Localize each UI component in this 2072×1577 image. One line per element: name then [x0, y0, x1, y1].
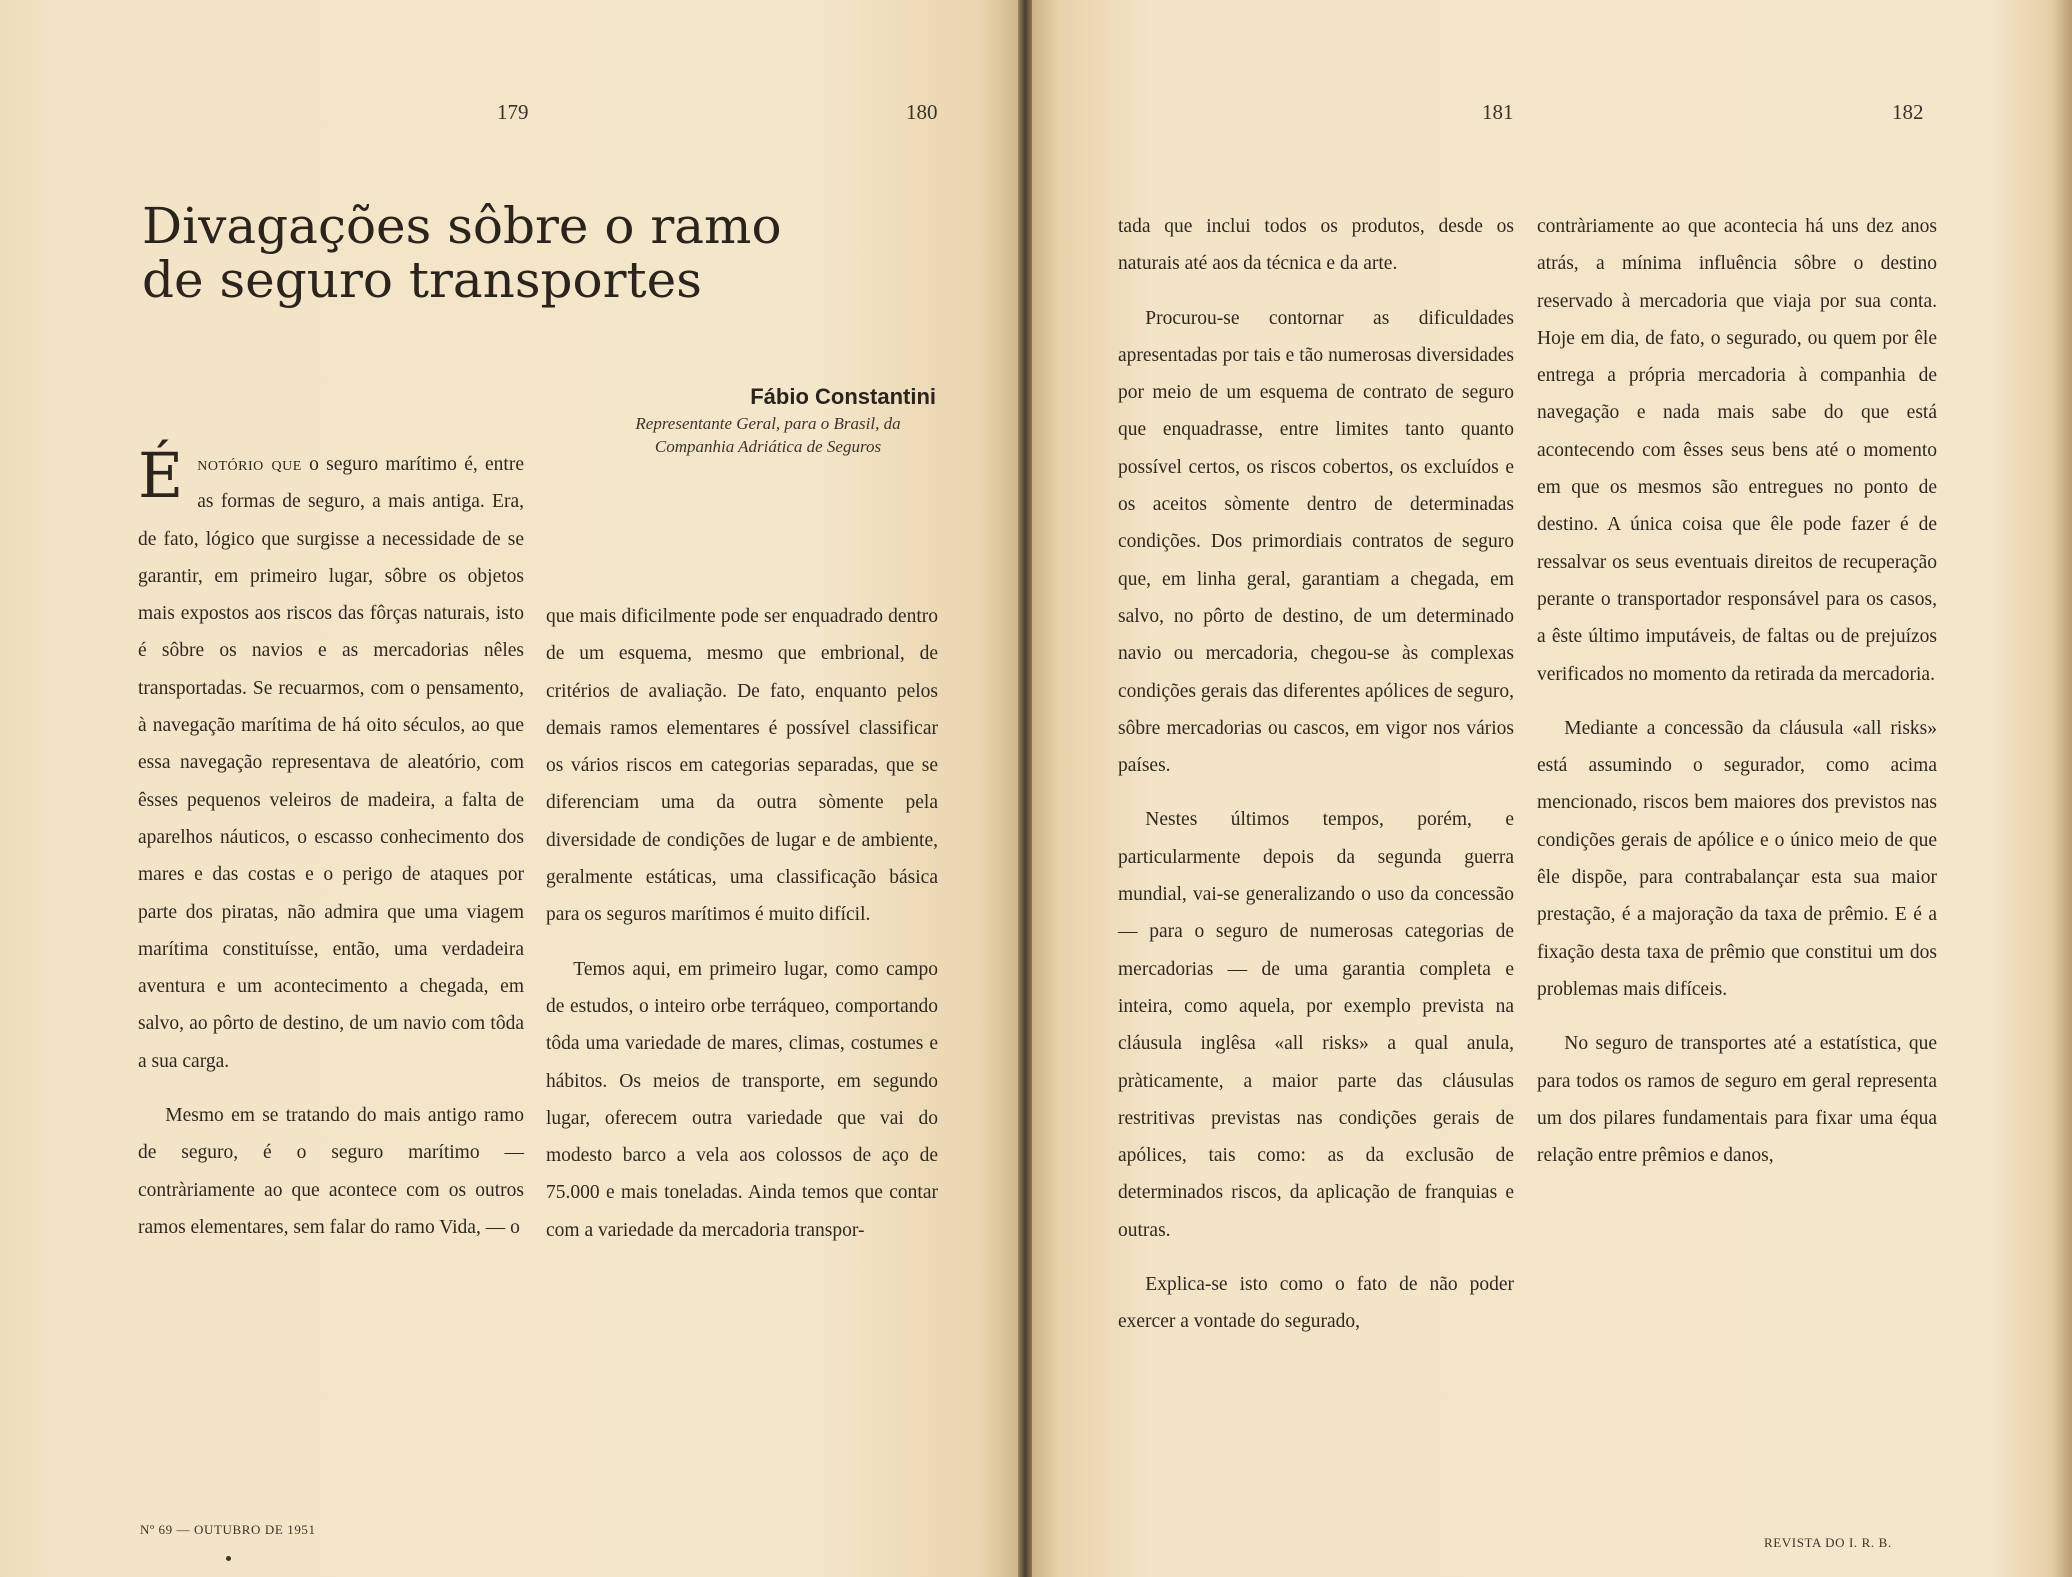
- text-column-1: [138, 439, 524, 1263]
- paragraph: Mesmo em se tratando do mais antigo ramo de seguro, é o seguro marítimo — contràriamente ao que acontece com os outros ramos elementares, sem falar do ramo Vida, — o: [138, 1105, 524, 1238]
- paragraph: Mediante a concessão da cláusula «all risks» está assumindo o segurador, como acima mencionado, riscos bem maiores dos previstos nas condições gerais de apólice e o único meio de que êle dispõe, para contrabalançar esta sua maior prestação, é a majoração da taxa de prêmio. E é a fixação desta taxa de prêmio que constitui um dos problemas mais difíceis.: [1537, 717, 1937, 1000]
- byline: [560, 382, 936, 458]
- page-number-179: 179: [497, 100, 529, 124]
- paragraph: [138, 439, 524, 1080]
- text-column-3: [1118, 208, 1514, 1358]
- paragraph: No seguro de transportes até a estatística, que para todos os ramos de seguro em geral representa um dos pilares fundamentais para fixar uma équa relação entre prêmios e danos,: [1537, 1033, 1937, 1167]
- text-column-2: [546, 598, 938, 1266]
- paragraph: Nestes últimos tempos, porém, e particularmente depois da segunda guerra mundial, vai-se generalizando o uso da concessão — para o seguro de numerosas categorias de mercadorias — de uma garantia completa e inteira, como aquela, por exemplo prevista na cláusula inglêsa «all risks» a qual anula, pràticamente, a maior parte das cláusulas restritivas previstas nas condições gerais de apólices, tais como: as da exclusão de determinados riscos, da aplicação de franquias e outras.: [1118, 809, 1514, 1241]
- footer-issue: Nº 69 — OUTUBRO DE 1951: [140, 1522, 316, 1537]
- paragraph: Explica-se isto como o fato de não poder exercer a vontade do segurado,: [1118, 1274, 1514, 1333]
- paragraph: Temos aqui, em primeiro lugar, como campo de estudos, o inteiro orbe terráqueo, comportando tôda uma variedade de mares, climas, costumes e hábitos. Os meios de transporte, em segundo lugar, oferecem outra variedade que vai do modesto barco a vela aos colossos de aço de 75.000 e mais toneladas. Ainda temos que contar com a variedade da mercadoria transpor-: [546, 958, 938, 1241]
- book-gutter: [1018, 0, 1032, 1577]
- page-number-181: 181: [1482, 100, 1514, 124]
- article-title: Divagações sôbre o ramo de seguro transportes: [142, 197, 782, 309]
- lead-small-caps: notório que: [197, 454, 302, 475]
- page-number-180: 180: [906, 100, 938, 124]
- author-role: Representante Geral, para o Brasil, da Companhia Adriática de Seguros: [635, 414, 901, 456]
- footer-journal: REVISTA DO I. R. B.: [1764, 1535, 1892, 1550]
- author-name: Fábio Constantini: [750, 384, 936, 409]
- paragraph: que mais dificilmente pode ser enquadrado dentro de um esquema, mesmo que embrional, de critérios de avaliação. De fato, enquanto pelos demais ramos elementares é possível classificar os vários riscos em categorias separadas, que se diferenciam uma da outra sòmente pela diversidade de condições de lugar e de ambiente, geralmente estáticas, uma classificação básica para os seguros marítimos é muito difícil.: [546, 606, 938, 926]
- paragraph: Procurou-se contornar as dificuldades apresentadas por tais e tão numerosas diversidades por meio de um esquema de contrato de seguro que enquadrasse, entre limites tanto quanto possível certos, os riscos cobertos, os excluídos e os aceitos sòmente dentro de determinadas condições. Dos primordiais contratos de seguro que, em linha geral, garantiam a chegada, em salvo, no pôrto de destino, de um determinado navio ou mercadoria, chegou-se às complexas condições gerais das diferentes apólices de seguro, sôbre mercadorias ou cascos, em vigor nos vários países.: [1118, 307, 1514, 777]
- paragraph: tada que inclui todos os produtos, desde os naturais até aos da técnica e da arte.: [1118, 216, 1514, 275]
- drop-cap: É: [138, 439, 184, 512]
- page-number-182: 182: [1892, 100, 1924, 124]
- ink-dot: [226, 1556, 231, 1561]
- paragraph: contràriamente ao que acontecia há uns dez anos atrás, a mínima influência sôbre o destino reservado à mercadoria que viaja por sua conta. Hoje em dia, de fato, o segurado, ou quem por êle entrega a própria mercadoria à companhia de navegação e nada mais sabe do que está acontecendo com êsses seus bens até o momento em que os mesmos são entregues no ponto de destino. A única coisa que êle pode fazer é de ressalvar os seus eventuais direitos de recuperação perante o transportador responsável para os casos, a êste último imputáveis, de faltas ou de prejuízos verificados no momento da retirada da mercadoria.: [1537, 216, 1937, 685]
- text-column-4: [1537, 208, 1937, 1191]
- paragraph-text: o seguro marítimo é, entre as formas de seguro, a mais antiga. Era, de fato, lógico que surgisse a necessidade de se garantir, em primeiro lugar, sôbre os objetos mais expostos aos riscos das fôrças naturais, isto é sôbre os navios e as mercadorias nêles transportadas. Se recuarmos, com o pensamento, à navegação marítima de há oito séculos, ao que essa navegação representava de aleatório, com êsses pequenos veleiros de madeira, a falta de aparelhos náuticos, o escasso conhecimento dos mares e das costas e o perigo de ataques por parte dos piratas, não admira que uma viagem marítima constituísse, então, uma verdadeira aventura e um acontecimento a chegada, em salvo, ao pôrto de destino, de um navio com tôda a sua carga.: [138, 454, 524, 1072]
